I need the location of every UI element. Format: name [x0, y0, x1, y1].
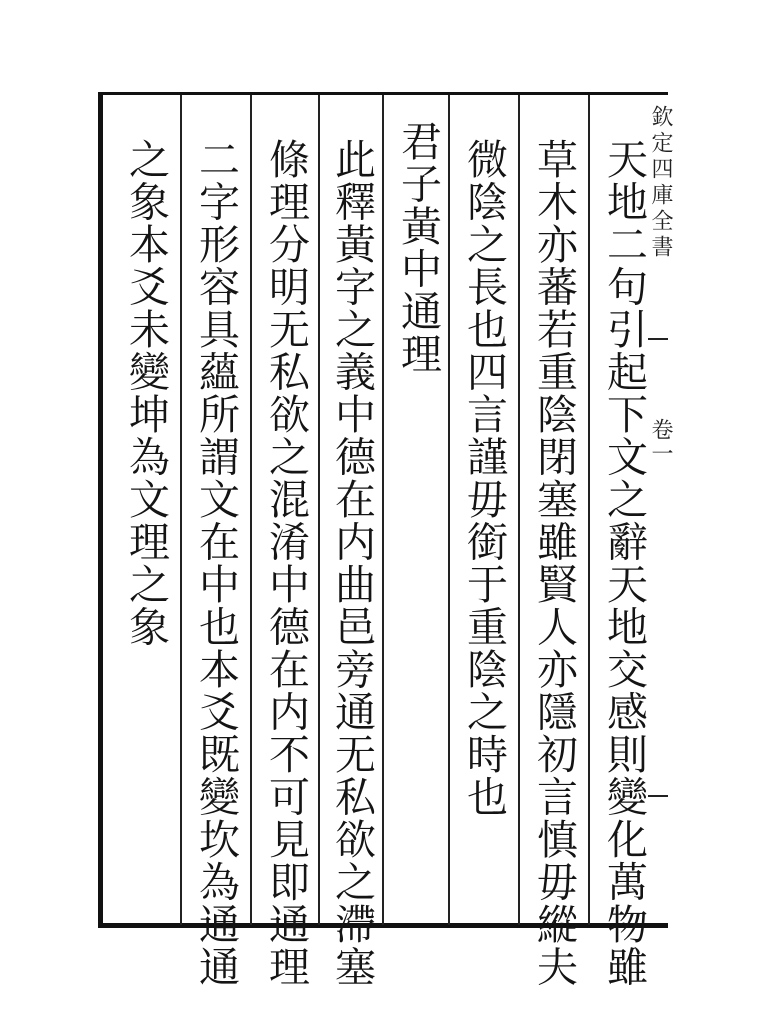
column-rule: [588, 95, 590, 925]
column-rule: [448, 95, 450, 925]
column-rule: [180, 95, 182, 925]
column-rule: [382, 95, 384, 925]
text-column-6: 條理分明无私欲之混淆中德在内不可見即通理: [262, 138, 310, 988]
text-column-8: 之象本爻未變坤為文理之象: [122, 138, 170, 648]
column-rule: [518, 95, 520, 925]
column-rule: [250, 95, 252, 925]
text-column-4: 君子黃中通理: [394, 120, 442, 375]
text-column-7: 二字形容具蘊所謂文在中也本爻既變坎為通通: [192, 138, 240, 988]
text-column-3: 微陰之長也四言謹毋銜于重陰之時也: [460, 138, 508, 818]
text-column-5: 此釋黃字之義中德在内曲邑旁通无私欲之滯塞: [328, 138, 376, 988]
column-rule: [318, 95, 320, 925]
text-column-1: 天地二句引起下文之辭天地交感則變化萬物雖: [600, 138, 648, 988]
banner-title: 欽定四庫全書: [648, 105, 673, 261]
text-column-2: 草木亦蕃若重陰閉塞雖賢人亦隱初言慎毋縱夫: [530, 138, 578, 988]
banner-volume: 卷一: [648, 418, 673, 466]
